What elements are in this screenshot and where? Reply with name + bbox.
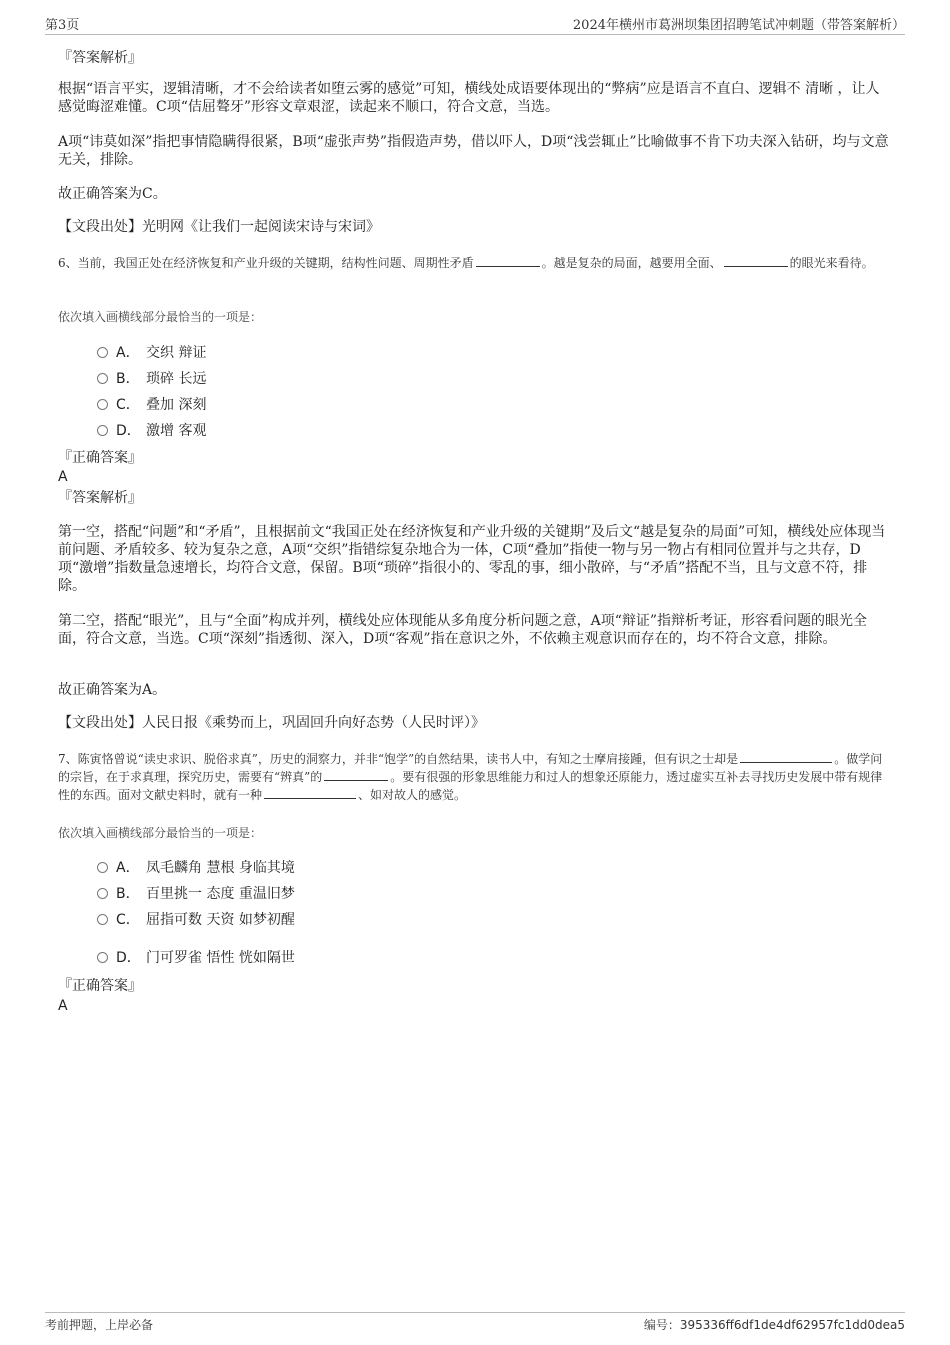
q6-source: 【文段出处】人民日报《乘势而上，巩固回升向好态势（人民时评）》 — [58, 715, 485, 731]
q6-stem-part1: 6、当前，我国正处在经济恢复和产业升级的关键期，结构性问题、周期性矛盾 — [58, 256, 474, 270]
radio-icon[interactable] — [97, 888, 108, 899]
option-key: C． — [116, 397, 140, 413]
page-header — [45, 14, 905, 35]
q6-answer: A — [58, 469, 68, 485]
q6-option-d[interactable] — [97, 422, 206, 440]
document-title: 2024年横州市葛洲坝集团招聘笔试冲刺题（带答案解析） — [572, 18, 905, 33]
option-text: 激增 客观 — [146, 423, 207, 439]
option-key: B． — [116, 886, 140, 902]
q6-analysis-label: 『答案解析』 — [58, 490, 142, 506]
q7-answer-label: 『正确答案』 — [58, 978, 142, 994]
q5-analysis-p1: 根据“语言平实，逻辑清晰，才不会给读者如堕云雾的感觉”可知，横线处成语要体现出的“弊病”应是语言不直白、逻辑不 清晰 ，让人感觉晦涩难懂。C项“佶屈聱牙”形容文章艰涩，读起来不顺口，符合文意，当选。 — [58, 81, 880, 115]
radio-icon[interactable] — [97, 425, 108, 436]
q7-blank-1 — [740, 750, 832, 763]
option-text: 叠加 深刻 — [146, 397, 207, 413]
q6-conclusion: 故正确答案为A。 — [58, 682, 167, 698]
radio-icon[interactable] — [97, 347, 108, 358]
q7-stem-part2: 。做学问的宗旨，在于求真理，探究历史，需要有“辨真”的 — [58, 752, 883, 784]
q6-option-c[interactable] — [97, 396, 206, 414]
q6-prompt: 依次填入画横线部分最恰当的一项是： — [58, 310, 263, 324]
option-text: 琐碎 长远 — [146, 371, 207, 387]
option-text: 门可罗雀 悟性 恍如隔世 — [146, 950, 295, 966]
q7-option-b[interactable] — [97, 885, 295, 903]
q7-option-a[interactable] — [97, 859, 295, 877]
q5-source: 【文段出处】光明网《让我们一起阅读宋诗与宋词》 — [58, 219, 380, 235]
q7-blank-3 — [264, 786, 356, 799]
q7-blank-2 — [324, 768, 388, 781]
q6-answer-label: 『正确答案』 — [58, 450, 142, 466]
option-key: B． — [116, 371, 140, 387]
q5-analysis-p2: A项“讳莫如深”指把事情隐瞒得很紧，B项“虚张声势”指假造声势，借以吓人，D项“浅尝辄止”比喻做事不肯下功夫深入钻研，均与文意无关，排除。 — [58, 134, 889, 168]
option-key: A． — [116, 860, 140, 876]
q7-option-d[interactable] — [97, 949, 295, 967]
q7-option-c[interactable] — [97, 911, 295, 929]
q7-stem-part1: 7、陈寅恪曾说“读史求识、脱俗求真”，历史的洞察力，并非“饱学”的自然结果，读书人中，有知之士摩肩接踵，但有识之士却是 — [58, 752, 739, 766]
q7-answer: A — [58, 998, 68, 1014]
q6-stem-part2: 。越是复杂的局面，越要用全面、 — [541, 256, 722, 270]
radio-icon[interactable] — [97, 373, 108, 384]
radio-icon[interactable] — [97, 862, 108, 873]
q6-option-a[interactable] — [97, 344, 206, 362]
q6-blank-1 — [476, 254, 540, 267]
q6-option-b[interactable] — [97, 370, 206, 388]
option-key: D． — [116, 950, 141, 966]
q7-stem-part3: 。要有很强的形象思维能力和过人的想象还原能力，透过虚实互补去寻找历史发展中带有规律性的东西。面对文献史料时，就有一种 — [58, 770, 883, 802]
option-key: D． — [116, 423, 141, 439]
q5-analysis-label: 『答案解析』 — [58, 50, 142, 66]
q5-conclusion: 故正确答案为C。 — [58, 186, 167, 202]
q6-analysis-p1: 第一空，搭配“问题”和“矛盾”，且根据前文“我国正处在经济恢复和产业升级的关键期”及后文“越是复杂的局面”可知，横线处应体现当前问题、矛盾较多、较为复杂之意，A项“交织”指错综复杂地合为一体，C项“叠加”指使一物与另一物占有相同位置并与之共存，D项“激增”指数量急速增长，均符合文意，保留。B项“琐碎”指很小的、零乱的事，细小散碎，与“矛盾”搭配不当，且与文意不符，排除。 — [58, 524, 886, 594]
q6-analysis-p2: 第二空，搭配“眼光”，且与“全面”构成并列，横线处应体现能从多角度分析问题之意，A项“辩证”指辩析考证，形容看问题的眼光全面，符合文意，当选。C项“深刻”指透彻、深入，D项“客观”指在意识之外，不依赖主观意识而存在的，均不符合文意，排除。 — [58, 613, 868, 647]
q6-stem-part3: 的眼光来看待。 — [789, 256, 874, 270]
option-key: C． — [116, 912, 140, 928]
radio-icon[interactable] — [97, 952, 108, 963]
radio-icon[interactable] — [97, 399, 108, 410]
page-footer — [45, 1312, 905, 1337]
q7-prompt: 依次填入画横线部分最恰当的一项是： — [58, 826, 263, 840]
document-id: 编号：395336ff6df1de4df62957fc1dd0dea5 — [643, 1318, 905, 1332]
footer-slogan: 考前押题，上岸必备 — [45, 1318, 154, 1332]
q7-stem-part4: 、如对故人的感觉。 — [358, 788, 467, 802]
option-text: 凤毛麟角 慧根 身临其境 — [146, 860, 295, 876]
q7-stem — [58, 750, 890, 804]
q6-blank-2 — [724, 254, 788, 267]
radio-icon[interactable] — [97, 914, 108, 925]
option-text: 屈指可数 天资 如梦初醒 — [146, 912, 295, 928]
page-number: 第3页 — [45, 18, 80, 33]
q6-stem — [58, 254, 890, 272]
option-key: A． — [116, 345, 140, 361]
option-text: 百里挑一 态度 重温旧梦 — [146, 886, 295, 902]
option-text: 交织 辩证 — [146, 345, 207, 361]
